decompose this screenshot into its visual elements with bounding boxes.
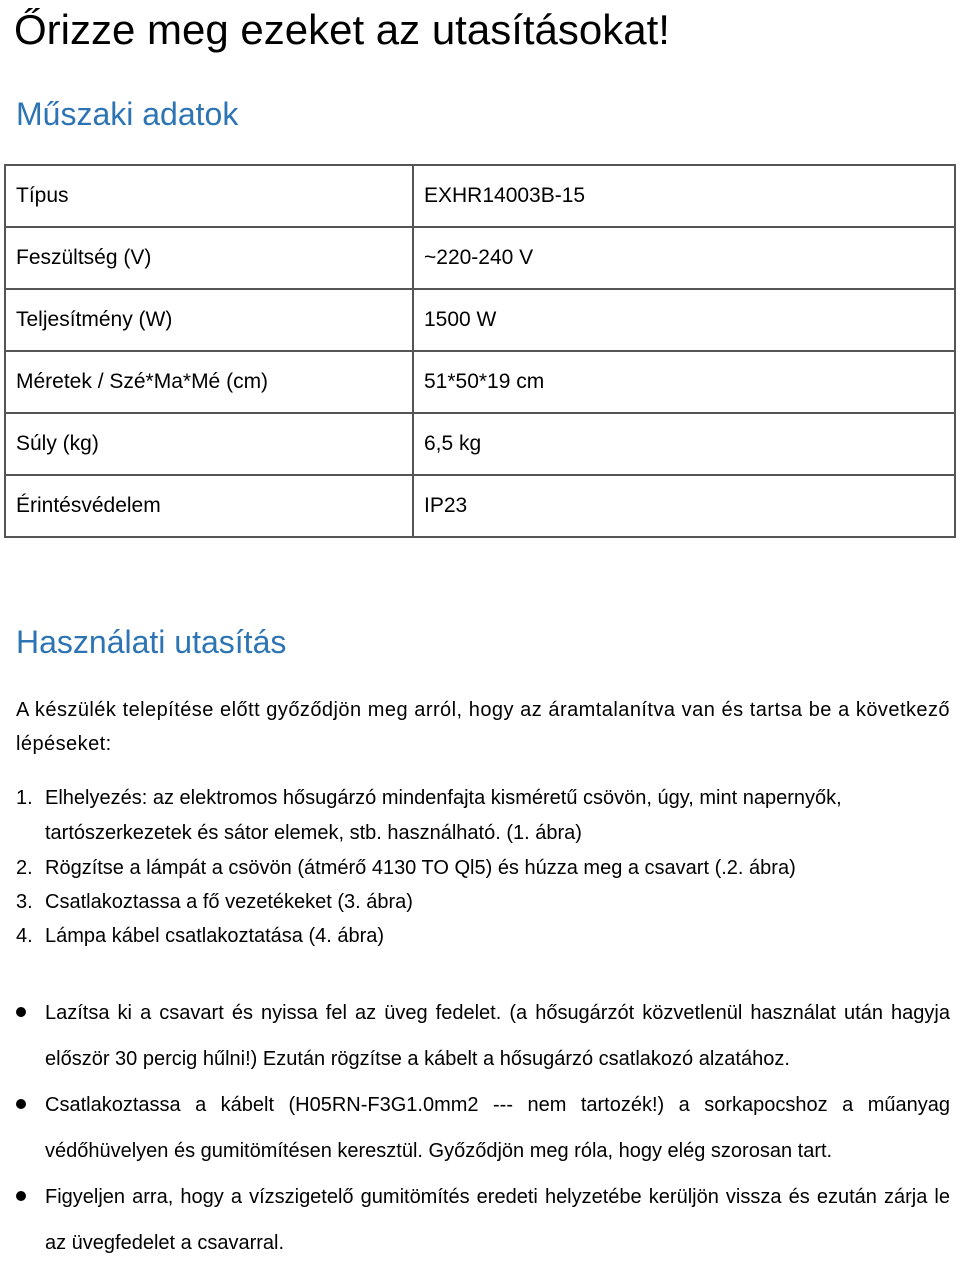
bullet-item xyxy=(16,990,950,1082)
step-number: 4. xyxy=(16,925,33,947)
specs-value: ~220-240 V xyxy=(413,227,955,289)
bullet-item xyxy=(16,1174,950,1266)
step-number: 1. xyxy=(16,787,33,809)
bullet-dot-icon xyxy=(16,1191,26,1201)
step-number: 3. xyxy=(16,891,33,913)
usage-steps-list xyxy=(16,781,960,953)
bullet-dot-icon xyxy=(16,1007,26,1017)
step-item xyxy=(16,885,960,919)
specs-label: Feszültség (V) xyxy=(5,227,413,289)
specs-row-weight xyxy=(5,413,955,475)
usage-intro-paragraph: A készülék telepítése előtt győződjön meg arról, hogy az áramtalanítva van és tartsa be a következő lépéseket: xyxy=(16,699,950,755)
specs-row-type xyxy=(5,165,955,227)
specs-label: Súly (kg) xyxy=(5,413,413,475)
specs-table xyxy=(4,164,956,538)
specs-section-title: Műszaki adatok xyxy=(16,96,239,132)
specs-row-power xyxy=(5,289,955,351)
specs-row-voltage xyxy=(5,227,955,289)
specs-value: 1500 W xyxy=(413,289,955,351)
page-title: Őrizze meg ezeket az utasításokat! xyxy=(14,6,670,53)
specs-value: IP23 xyxy=(413,475,955,537)
specs-label: Típus xyxy=(5,165,413,227)
step-item xyxy=(16,919,960,953)
step-item xyxy=(16,781,960,851)
bullet-text: Csatlakoztassa a kábelt (H05RN-F3G1.0mm2 --- nem tartozék!) a sorkapocshoz a műanyag védőhüvelyen és gumitömítésen keresztül. Győződjön meg róla, hogy elég szorosan tart. xyxy=(45,1094,950,1162)
step-number: 2. xyxy=(16,857,33,879)
step-text: Lámpa kábel csatlakoztatása (4. ábra) xyxy=(45,925,385,947)
step-item xyxy=(16,851,960,885)
specs-value: 6,5 kg xyxy=(413,413,955,475)
step-text: Elhelyezés: az elektromos hősugárzó mindenfajta kisméretű csövön, úgy, mint napernyők, tartószerkezetek és sátor elemek, stb. használható. (1. ábra) xyxy=(45,787,842,844)
usage-section-title: Használati utasítás xyxy=(16,624,287,660)
bullet-text: Figyeljen arra, hogy a vízszigetelő gumitömítés eredeti helyzetébe kerüljön vissza és ezután zárja le az üvegfedelet a csavarral. xyxy=(45,1186,950,1254)
specs-label: Érintésvédelem xyxy=(5,475,413,537)
usage-bullet-list xyxy=(16,990,950,1266)
step-text: Csatlakoztassa a fő vezetékeket (3. ábra) xyxy=(45,891,413,913)
specs-label: Teljesítmény (W) xyxy=(5,289,413,351)
specs-value: 51*50*19 cm xyxy=(413,351,955,413)
specs-row-dimensions xyxy=(5,351,955,413)
specs-label: Méretek / Szé*Ma*Mé (cm) xyxy=(5,351,413,413)
bullet-item xyxy=(16,1082,950,1174)
step-text: Rögzítse a lámpát a csövön (átmérő 4130 TO Ql5) és húzza meg a csavart (.2. ábra) xyxy=(45,857,796,879)
specs-row-protection xyxy=(5,475,955,537)
specs-value: EXHR14003B-15 xyxy=(413,165,955,227)
bullet-text: Lazítsa ki a csavart és nyissa fel az üveg fedelet. (a hősugárzót közvetlenül használat után hagyja először 30 percig hűlni!) Ezután rögzítse a kábelt a hősugárzó csatlakozó alzatához. xyxy=(45,1002,950,1070)
bullet-dot-icon xyxy=(16,1099,26,1109)
